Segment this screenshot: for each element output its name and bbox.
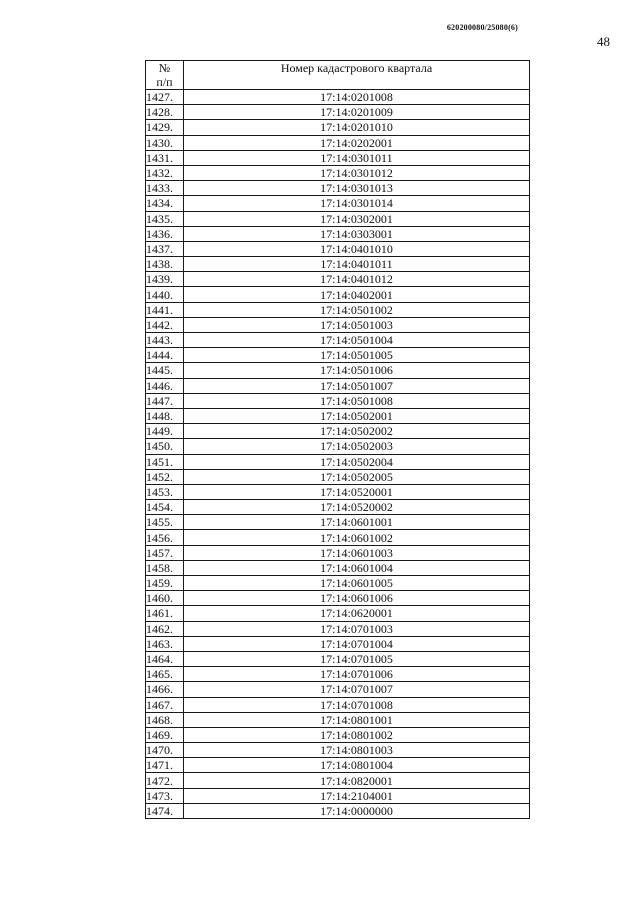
cadastral-number-cell: 17:14:0502002: [184, 424, 530, 439]
table-row: [146, 90, 530, 105]
table-row: [146, 348, 530, 363]
row-number-cell: 1454.: [146, 500, 184, 515]
row-number-cell: 1469.: [146, 727, 184, 742]
row-number-cell: 1439.: [146, 272, 184, 287]
cadastral-number-cell: 17:14:0701007: [184, 682, 530, 697]
cadastral-number-cell: 17:14:0301011: [184, 150, 530, 165]
table-row: [146, 408, 530, 423]
cadastral-number-cell: 17:14:0301014: [184, 196, 530, 211]
table-row: [146, 196, 530, 211]
cadastral-number-cell: 17:14:0401010: [184, 241, 530, 256]
table-row: [146, 530, 530, 545]
page-number: 48: [597, 34, 610, 49]
row-number-cell: 1436.: [146, 226, 184, 241]
row-number-cell: 1435.: [146, 211, 184, 226]
row-number-cell: 1443.: [146, 333, 184, 348]
cadastral-number-cell: 17:14:0601002: [184, 530, 530, 545]
row-number-cell: 1453.: [146, 484, 184, 499]
cadastral-number-cell: 17:14:0201009: [184, 105, 530, 120]
table-row: [146, 788, 530, 803]
cadastral-number-cell: 17:14:0502004: [184, 454, 530, 469]
row-number-cell: 1460.: [146, 591, 184, 606]
cadastral-number-cell: 17:14:0701005: [184, 651, 530, 666]
row-number-cell: 1440.: [146, 287, 184, 302]
cadastral-number-cell: 17:14:0401011: [184, 257, 530, 272]
table-row: [146, 560, 530, 575]
table-row: [146, 743, 530, 758]
cadastral-number-cell: 17:14:0820001: [184, 773, 530, 788]
table-row: [146, 773, 530, 788]
cadastral-number-cell: 17:14:0201008: [184, 90, 530, 105]
row-number-cell: 1465.: [146, 667, 184, 682]
table-row: [146, 241, 530, 256]
row-number-cell: 1438.: [146, 257, 184, 272]
row-number-cell: 1455.: [146, 515, 184, 530]
table-row: [146, 712, 530, 727]
row-number-cell: 1445.: [146, 363, 184, 378]
table-row: [146, 606, 530, 621]
table-row: [146, 682, 530, 697]
table-row: [146, 636, 530, 651]
cadastral-number-cell: 17:14:0501007: [184, 378, 530, 393]
cadastral-number-cell: 17:14:0303001: [184, 226, 530, 241]
table-header-row: [146, 61, 530, 90]
cadastral-number-cell: 17:14:0701006: [184, 667, 530, 682]
table-row: [146, 135, 530, 150]
row-number-cell: 1452.: [146, 469, 184, 484]
table-row: [146, 120, 530, 135]
document-code: 620200080/25080(6): [446, 23, 518, 32]
row-number-cell: 1467.: [146, 697, 184, 712]
cadastral-number-cell: 17:14:0501005: [184, 348, 530, 363]
row-number-cell: 1449.: [146, 424, 184, 439]
cadastral-number-cell: 17:14:0402001: [184, 287, 530, 302]
cadastral-number-cell: 17:14:0701008: [184, 697, 530, 712]
table-row: [146, 211, 530, 226]
table-row: [146, 105, 530, 120]
row-number-cell: 1470.: [146, 743, 184, 758]
cadastral-number-cell: 17:14:0502001: [184, 408, 530, 423]
row-number-cell: 1428.: [146, 105, 184, 120]
cadastral-number-cell: 17:14:0201010: [184, 120, 530, 135]
row-number-cell: 1456.: [146, 530, 184, 545]
table-row: [146, 302, 530, 317]
row-number-cell: 1472.: [146, 773, 184, 788]
row-number-cell: 1463.: [146, 636, 184, 651]
table-row: [146, 484, 530, 499]
row-number-cell: 1466.: [146, 682, 184, 697]
row-number-cell: 1458.: [146, 560, 184, 575]
cadastral-quarters-table: [145, 60, 530, 819]
table-row: [146, 758, 530, 773]
cadastral-number-cell: 17:14:0301013: [184, 181, 530, 196]
row-number-cell: 1434.: [146, 196, 184, 211]
cadastral-number-cell: 17:14:0601005: [184, 576, 530, 591]
row-number-cell: 1429.: [146, 120, 184, 135]
cadastral-number-cell: 17:14:0501002: [184, 302, 530, 317]
table-row: [146, 500, 530, 515]
table-row: [146, 469, 530, 484]
column-header-number-line2: п/п: [156, 75, 173, 89]
row-number-cell: 1427.: [146, 90, 184, 105]
cadastral-number-cell: 17:14:0502003: [184, 439, 530, 454]
table-row: [146, 667, 530, 682]
table-row: [146, 226, 530, 241]
table-row: [146, 545, 530, 560]
cadastral-number-cell: 17:14:0501006: [184, 363, 530, 378]
table-row: [146, 727, 530, 742]
row-number-cell: 1441.: [146, 302, 184, 317]
row-number-cell: 1444.: [146, 348, 184, 363]
table-row: [146, 393, 530, 408]
row-number-cell: 1464.: [146, 651, 184, 666]
cadastral-number-cell: 17:14:0801003: [184, 743, 530, 758]
row-number-cell: 1447.: [146, 393, 184, 408]
cadastral-number-cell: 17:14:0000000: [184, 803, 530, 818]
table-row: [146, 515, 530, 530]
row-number-cell: 1450.: [146, 439, 184, 454]
cadastral-number-cell: 17:14:0501003: [184, 317, 530, 332]
row-number-cell: 1430.: [146, 135, 184, 150]
row-number-cell: 1459.: [146, 576, 184, 591]
cadastral-number-cell: 17:14:0401012: [184, 272, 530, 287]
cadastral-number-cell: 17:14:0502005: [184, 469, 530, 484]
row-number-cell: 1471.: [146, 758, 184, 773]
row-number-cell: 1446.: [146, 378, 184, 393]
row-number-cell: 1433.: [146, 181, 184, 196]
cadastral-number-cell: 17:14:0601003: [184, 545, 530, 560]
table-row: [146, 150, 530, 165]
table-row: [146, 591, 530, 606]
cadastral-number-cell: 17:14:0501004: [184, 333, 530, 348]
table-row: [146, 439, 530, 454]
cadastral-number-cell: 17:14:0302001: [184, 211, 530, 226]
table-row: [146, 363, 530, 378]
table-row: [146, 272, 530, 287]
row-number-cell: 1448.: [146, 408, 184, 423]
column-header-cadastral: Номер кадастрового квартала: [184, 61, 530, 90]
cadastral-number-cell: 17:14:0520002: [184, 500, 530, 515]
cadastral-number-cell: 17:14:0620001: [184, 606, 530, 621]
row-number-cell: 1473.: [146, 788, 184, 803]
cadastral-number-cell: 17:14:0801004: [184, 758, 530, 773]
cadastral-number-cell: 17:14:0601001: [184, 515, 530, 530]
row-number-cell: 1457.: [146, 545, 184, 560]
column-header-number: [146, 61, 184, 90]
cadastral-number-cell: 17:14:2104001: [184, 788, 530, 803]
table-body: [146, 90, 530, 819]
table-row: [146, 287, 530, 302]
row-number-cell: 1451.: [146, 454, 184, 469]
column-header-number-line1: №: [158, 61, 171, 75]
table-row: [146, 333, 530, 348]
cadastral-number-cell: 17:14:0301012: [184, 165, 530, 180]
row-number-cell: 1437.: [146, 241, 184, 256]
table-row: [146, 257, 530, 272]
cadastral-number-cell: 17:14:0601004: [184, 560, 530, 575]
table-row: [146, 454, 530, 469]
table-row: [146, 181, 530, 196]
table-row: [146, 317, 530, 332]
row-number-cell: 1442.: [146, 317, 184, 332]
cadastral-number-cell: 17:14:0801001: [184, 712, 530, 727]
row-number-cell: 1432.: [146, 165, 184, 180]
table-row: [146, 697, 530, 712]
row-number-cell: 1461.: [146, 606, 184, 621]
cadastral-number-cell: 17:14:0701004: [184, 636, 530, 651]
table-row: [146, 378, 530, 393]
table-row: [146, 803, 530, 818]
cadastral-number-cell: 17:14:0801002: [184, 727, 530, 742]
cadastral-number-cell: 17:14:0501008: [184, 393, 530, 408]
table-row: [146, 651, 530, 666]
table-row: [146, 621, 530, 636]
table-row: [146, 165, 530, 180]
row-number-cell: 1474.: [146, 803, 184, 818]
row-number-cell: 1468.: [146, 712, 184, 727]
table-row: [146, 424, 530, 439]
cadastral-number-cell: 17:14:0701003: [184, 621, 530, 636]
cadastral-number-cell: 17:14:0520001: [184, 484, 530, 499]
cadastral-number-cell: 17:14:0202001: [184, 135, 530, 150]
cadastral-number-cell: 17:14:0601006: [184, 591, 530, 606]
table-row: [146, 576, 530, 591]
row-number-cell: 1431.: [146, 150, 184, 165]
row-number-cell: 1462.: [146, 621, 184, 636]
